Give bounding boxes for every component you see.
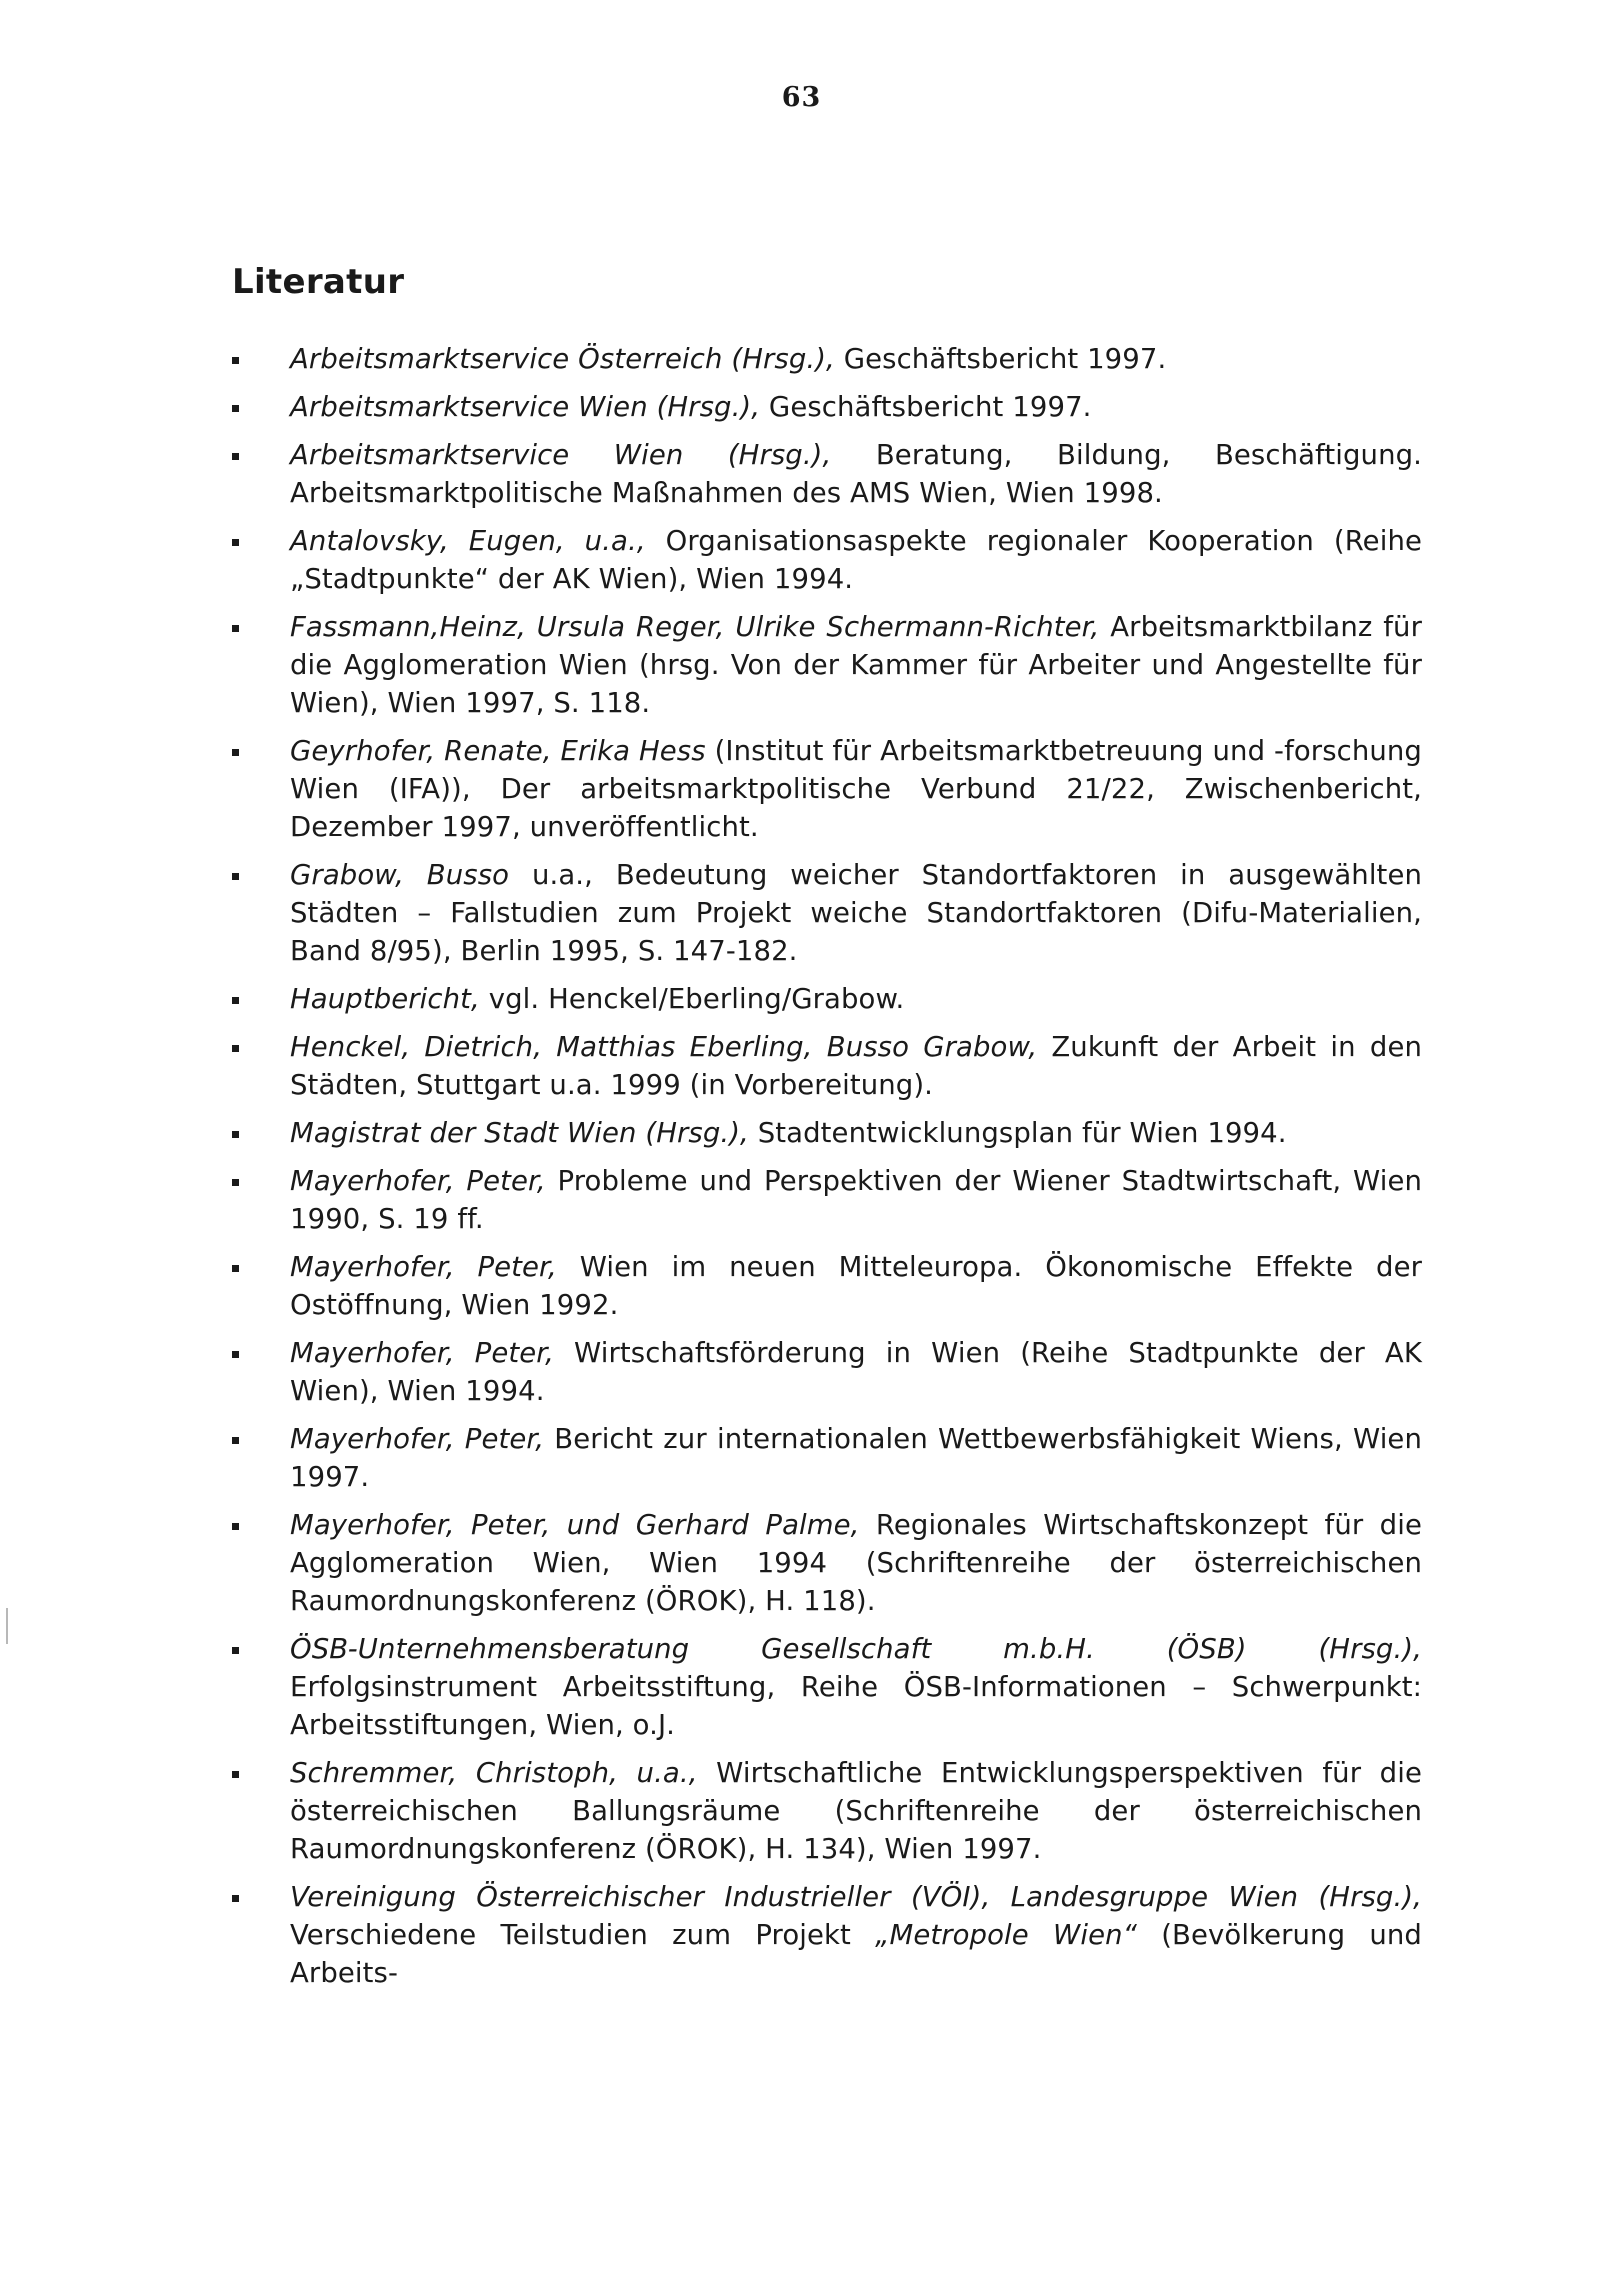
reference-item [232,1248,1422,1324]
reference-author: Antalovsky, Eugen, u.a., [290,525,646,557]
reference-item [232,1334,1422,1410]
reference-text: Organisationsaspekte regionaler Kooperation (Reihe „Stadtpunkte“ der AK Wien), Wien 1994. [290,525,1422,595]
reference-text: Wien im neuen Mitteleuropa. Ökonomische Effekte der Ostöffnung, Wien 1992. [290,1251,1423,1321]
reference-item [232,856,1422,970]
bullet-icon [232,1265,239,1272]
reference-author: Hauptbericht, [290,983,480,1015]
bullet-icon [232,357,239,364]
reference-text: Arbeitsmarktbilanz für die Agglomeration Wien (hrsg. Von der Kammer für Arbeiter und Angestellte für Wien), Wien 1997, S. 118. [290,611,1422,719]
reference-project-title: „Metropole Wien“ [875,1919,1137,1951]
reference-item [232,608,1422,722]
reference-list [232,340,1422,1992]
reference-text: Zukunft der Arbeit in den Städten, Stuttgart u.a. 1999 (in Vorbereitung). [290,1031,1422,1101]
reference-author: Arbeitsmarktservice Wien (Hrsg.), [290,439,832,471]
reference-text: Wirtschaftliche Entwicklungsperspektiven für die österreichischen Ballungsräume (Schriftenreihe der österreichischen Raumordnungskonferenz (ÖROK), H. 134), Wien 1997. [290,1757,1422,1865]
reference-author: Mayerhofer, Peter, [290,1251,557,1283]
reference-item [232,522,1422,598]
reference-author: Arbeitsmarktservice Wien (Hrsg.), [290,391,761,423]
reference-author: Magistrat der Stadt Wien (Hrsg.), [290,1117,749,1149]
reference-author: Arbeitsmarktservice Österreich (Hrsg.), [290,343,835,375]
reference-text: u.a., Bedeutung weicher Standortfaktoren in ausgewählten Städten – Fallstudien zum Projekt weiche Standortfaktoren (Difu-Materialien, Band 8/95), Berlin 1995, S. 147-182. [290,859,1422,967]
reference-author: Mayerhofer, Peter, [290,1337,554,1369]
page-number: 63 [781,82,822,113]
reference-author: ÖSB-Unternehmensberatung Gesellschaft m.b.H. (ÖSB) (Hrsg.), [290,1633,1422,1665]
bullet-icon [232,997,239,1004]
reference-text: Beratung, Bildung, Beschäftigung. Arbeitsmarktpolitische Maßnahmen des AMS Wien, Wien 1998. [290,439,1422,509]
reference-text: (Institut für Arbeitsmarktbetreuung und -forschung Wien (IFA)), Der arbeitsmarktpolitische Verbund 21/22, Zwischenbericht, Dezember 1997, unveröffentlicht. [290,735,1422,843]
reference-text: Geschäftsbericht 1997. [760,391,1092,423]
reference-item [232,436,1422,512]
bullet-icon [232,1523,239,1530]
reference-item [232,1506,1422,1620]
reference-author: Fassmann,Heinz, Ursula Reger, Ulrike Schermann-Richter, [290,611,1100,643]
section-heading: Literatur [232,262,405,302]
bullet-icon [232,873,239,880]
bullet-icon [232,453,239,460]
bullet-icon [232,1131,239,1138]
reference-text: Bericht zur internationalen Wettbewerbsfähigkeit Wiens, Wien 1997. [290,1423,1422,1493]
reference-item [232,1028,1422,1104]
reference-text: Geschäftsbericht 1997. [834,343,1167,375]
scan-edge-mark [6,1608,8,1644]
reference-author: Henckel, Dietrich, Matthias Eberling, Busso Grabow, [290,1031,1038,1063]
reference-text: vgl. Henckel/Eberling/Grabow. [479,983,905,1015]
reference-item [232,1420,1422,1496]
reference-item [232,1878,1422,1992]
reference-item [232,1114,1422,1152]
reference-author: Mayerhofer, Peter, und Gerhard Palme, [290,1509,860,1541]
bullet-icon [232,1771,239,1778]
reference-author: Mayerhofer, Peter, [290,1165,546,1197]
bullet-icon [232,405,239,412]
reference-item [232,1754,1422,1868]
reference-item [232,388,1422,426]
reference-item [232,1162,1422,1238]
reference-text: Erfolgsinstrument Arbeitsstiftung, Reihe ÖSB-Informationen – Schwerpunkt: Arbeitsstiftungen, Wien, o.J. [290,1671,1422,1741]
reference-text: Wirtschaftsförderung in Wien (Reihe Stadtpunkte der AK Wien), Wien 1994. [290,1337,1422,1407]
bullet-icon [232,539,239,546]
reference-text-continued: (Bevölkerung und Arbeits- [290,1919,1422,1989]
reference-text: Verschiedene Teilstudien zum Projekt [290,1919,876,1951]
reference-author: Vereinigung Österreichischer Industrieller (VÖI), Landesgruppe Wien (Hrsg.), [290,1881,1422,1913]
bullet-icon [232,749,239,756]
bullet-icon [232,1045,239,1052]
bullet-icon [232,1351,239,1358]
reference-item [232,732,1422,846]
bullet-icon [232,1179,239,1186]
reference-author: Schremmer, Christoph, u.a., [290,1757,698,1789]
reference-author: Grabow, Busso [290,859,510,891]
bullet-icon [232,1647,239,1654]
reference-text: Regionales Wirtschaftskonzept für die Agglomeration Wien, Wien 1994 (Schriftenreihe der österreichischen Raumordnungskonferenz (ÖROK), H. 118). [290,1509,1422,1617]
bullet-icon [232,1437,239,1444]
reference-item [232,980,1422,1018]
reference-text: Stadtentwicklungsplan für Wien 1994. [748,1117,1287,1149]
bullet-icon [232,625,239,632]
bullet-icon [232,1895,239,1902]
reference-text: Probleme und Perspektiven der Wiener Stadtwirtschaft, Wien 1990, S. 19 ff. [290,1165,1422,1235]
reference-author: Geyrhofer, Renate, Erika Hess [290,735,706,767]
reference-author: Mayerhofer, Peter, [290,1423,545,1455]
reference-item [232,340,1422,378]
reference-item [232,1630,1422,1744]
